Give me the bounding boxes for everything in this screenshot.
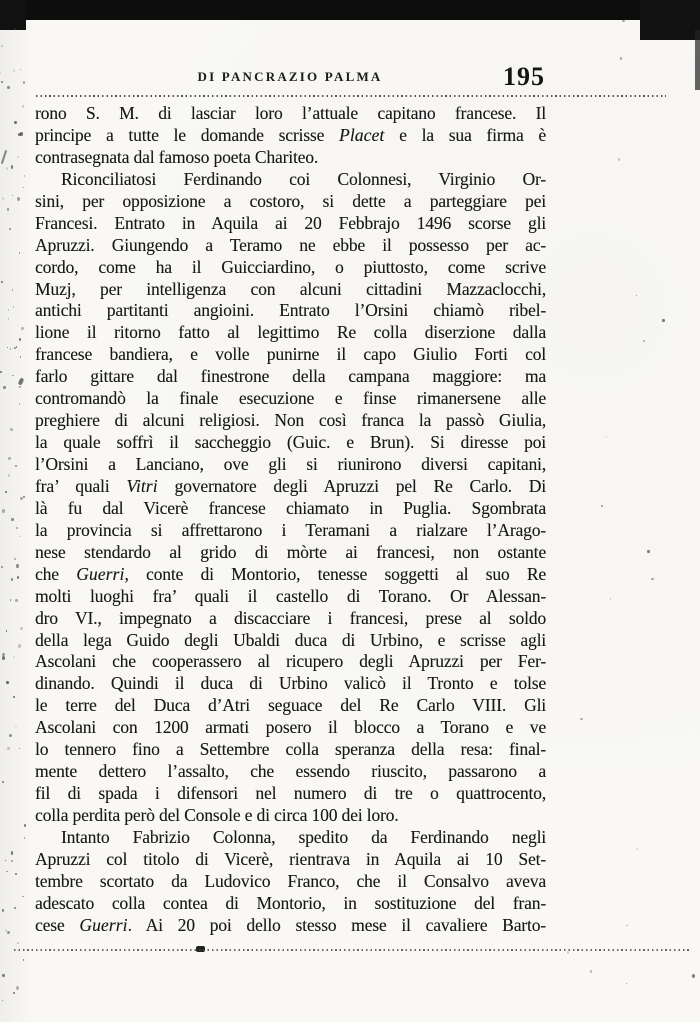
text-line: la quale soffrì il saccheggio (Guic. e Brun). Si diresse poi (35, 432, 546, 453)
text-line: nese stendardo al grido di mòrte ai francesi, non ostante (35, 541, 546, 562)
text-line: Apruzzi. Giungendo a Teramo ne ebbe il possesso per ac- (35, 234, 546, 255)
text-line: francese bandiera, e volle punirne il capo Giulio Forti col (35, 344, 546, 365)
scan-mark-quote (18, 377, 25, 385)
text-line: molti luoghi fra’ quali il castello di Torano. Or Alessan- (35, 585, 546, 606)
text-line: tembre scortato da Ludovico Franco, che il Consalvo aveva (35, 870, 546, 891)
scan-corner-top-right (640, 0, 700, 40)
header-dotted-rule (36, 95, 666, 97)
text-line: rono S. M. di lasciar loro l’attuale capitano francese. Il (35, 103, 546, 123)
text-line: Muzj, per intelligenza con alcuni cittadini Mazzaclocchi, (35, 278, 546, 299)
running-header-title: DI PANCRAZIO PALMA (197, 69, 383, 84)
text-line: preghiere di alcuni religiosi. Non così franca la passò Giulia, (35, 410, 546, 431)
page-number: 195 (503, 62, 545, 91)
scan-mark-slash (1, 150, 7, 164)
text-line: della lega Guido degli Ubaldi duca di Urbino, e scrisse agli (35, 629, 546, 650)
text-line: sini, per opposizione a costoro, si dette a parteggiare pei (35, 190, 546, 211)
text-line: Apruzzi col titolo di Vicerè, rientrava in Aquila ai 10 Set- (35, 848, 546, 869)
text-block (35, 103, 546, 937)
text-line: mente dettero l’assalto, che essendo riuscito, passarono a (35, 761, 546, 782)
scan-top-edge (0, 0, 700, 20)
text-line: contrasegnata dal famoso poeta Chariteo. (35, 146, 319, 167)
scan-corner-top-left (0, 0, 26, 30)
text-line: Ascolani che cooperassero al ricupero degli Apruzzi per Fer- (35, 651, 546, 672)
text-line: principe a tutte le domande scrisse Placet e la sua firma è (35, 124, 546, 145)
text-line: la provincia si affrettarono i Teramani a rialzare l’Arago- (35, 519, 546, 540)
text-line: farlo gittare dal finestrone della campana maggiore: ma (35, 366, 546, 387)
text-line: adescato colla contea di Montorio, in sostituzione del fran- (35, 892, 546, 913)
text-line: dinando. Quindi il duca di Urbino valicò il Tronto e tolse (35, 673, 546, 694)
running-header (35, 62, 545, 91)
text-line: fil di spada i difensori nel numero di tre o quattrocento, (35, 783, 546, 804)
text-line: le terre del Duca d’Atri seguace del Re Carlo VIII. Gli (35, 695, 546, 716)
text-line: contromandò la finale esecuzione e finse rimanersene alle (35, 388, 546, 409)
text-line: cordo, come ha il Guicciardino, o piuttosto, come scrive (35, 256, 546, 277)
text-line: Ascolani con 1200 armati posero il blocco a Torano e ve (35, 717, 546, 738)
text-line: lione il ritorno fatto al legittimo Re colla diserzione dalla (35, 322, 546, 343)
text-line: colla perdita però del Console e di circa 100 dei loro. (35, 805, 399, 825)
text-line: lo tennero fino a Settembre colla speranza della resa: final- (35, 739, 546, 760)
text-line: fra’ quali Vitri governatore degli Apruzzi pel Re Carlo. Di (35, 475, 546, 496)
text-line: Riconciliatosi Ferdinando coi Colonnesi, Virginio Or- (61, 168, 546, 189)
text-line: Intanto Fabrizio Colonna, spedito da Ferdinando negli (61, 826, 546, 847)
text-line: là fu dal Vicerè francese chiamato in Puglia. Sgombrata (35, 497, 546, 518)
text-line: antichi partitanti angioini. Entrato l’Orsini chiamò ribel- (35, 300, 546, 321)
text-line: che Guerri, conte di Montorio, tenesse soggetti al suo Re (35, 563, 546, 584)
bottom-dotted-rule (14, 949, 690, 951)
text-line: Francesi. Entrato in Aquila ai 20 Febbrajo 1496 scorse gli (35, 212, 546, 233)
scan-right-edge-mark (695, 30, 700, 90)
text-line: dro VI., impegnato a discacciare i francesi, prese al soldo (35, 607, 546, 628)
text-line: cese Guerri. Ai 20 poi dello stesso mese il cavaliere Barto- (35, 914, 546, 935)
text-line: l’Orsini a Lanciano, ove gli si riunirono diversi capitani, (35, 454, 546, 474)
